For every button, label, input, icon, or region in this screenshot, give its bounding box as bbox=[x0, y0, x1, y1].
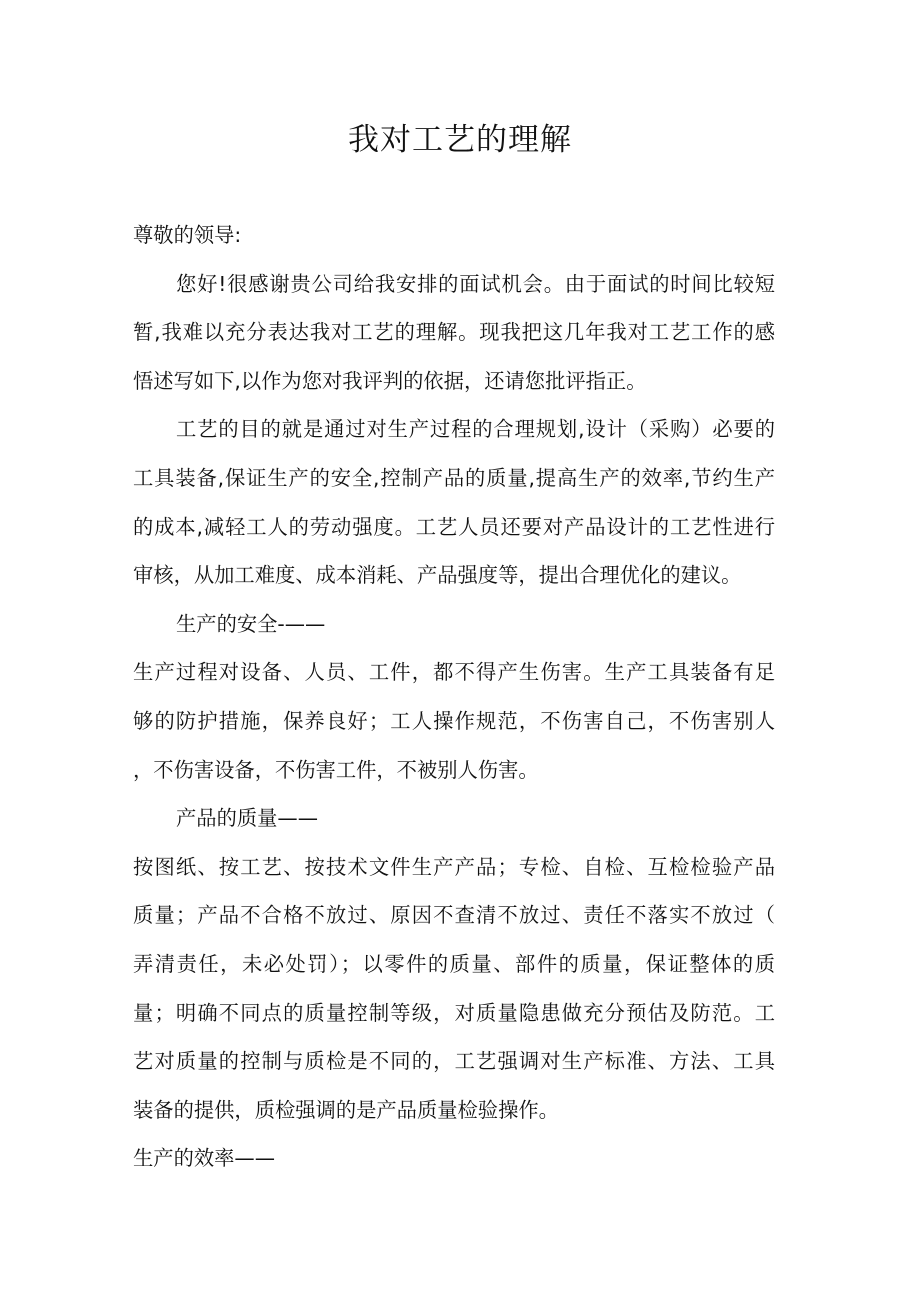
document-title: 我对工艺的理解 bbox=[348, 122, 572, 158]
paragraph-line: 生产过程对设备、人员、工件，都不得产生伤害。生产工具装备有足 bbox=[133, 660, 775, 685]
paragraph-line: 工具装备,保证生产的安全,控制产品的质量,提高生产的效率,节约生产 bbox=[133, 465, 775, 490]
paragraph-line: 您好!很感谢贵公司给我安排的面试机会。由于面试的时间比较短 bbox=[176, 271, 775, 296]
paragraph-line: 工艺的目的就是通过对生产过程的合理规划,设计（采购）必要的 bbox=[176, 417, 775, 442]
document-body bbox=[133, 211, 775, 1183]
paragraph-line: 暂,我难以充分表达我对工艺的理解。现我把这几年我对工艺工作的感 bbox=[133, 320, 775, 345]
paragraph-line: ，不伤害设备，不伤害工件，不被别人伤害。 bbox=[133, 757, 539, 782]
paragraph-line: 悟述写如下,以作为您对我评判的依据，还请您批评指正。 bbox=[133, 368, 647, 393]
paragraph-line: 够的防护措施，保养良好；工人操作规范，不伤害自己，不伤害别人 bbox=[133, 708, 775, 733]
paragraph-line: 的成本,减轻工人的劳动强度。工艺人员还要对产品设计的工艺性进行 bbox=[133, 514, 775, 539]
paragraph-line: 弄清责任，未必处罚）；以零件的质量、部件的质量，保证整体的质 bbox=[133, 951, 775, 976]
paragraph-line: 质量；产品不合格不放过、原因不查清不放过、责任不落实不放过（ bbox=[133, 903, 775, 928]
paragraph-line: 量；明确不同点的质量控制等级，对质量隐患做充分预估及防范。工 bbox=[133, 1000, 775, 1025]
paragraph-line: 装备的提供，质检强调的是产品质量检验操作。 bbox=[133, 1097, 559, 1122]
paragraph-line: 艺对质量的控制与质检是不同的，工艺强调对生产标准、方法、工具 bbox=[133, 1049, 775, 1074]
section-heading: 生产的安全-—— bbox=[176, 611, 326, 636]
section-heading: 产品的质量—— bbox=[176, 806, 318, 831]
paragraph-line: 审核，从加工难度、成本消耗、产品强度等，提出合理优化的建议。 bbox=[133, 563, 742, 588]
paragraph-line: 按图纸、按工艺、按技术文件生产产品；专检、自检、互检检验产品 bbox=[133, 854, 775, 879]
salutation: 尊敬的领导: bbox=[133, 223, 242, 247]
section-heading: 生产的效率—— bbox=[133, 1146, 275, 1171]
